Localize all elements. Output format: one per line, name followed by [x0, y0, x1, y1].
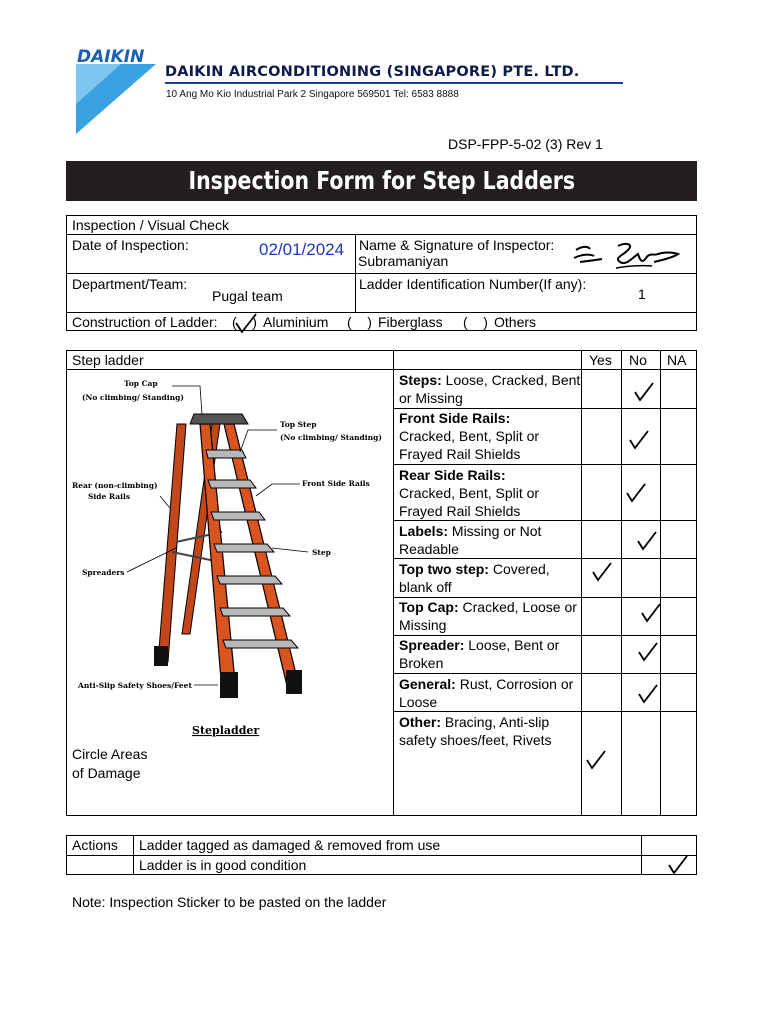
checklist-item-labels: Labels: Missing or Not Readable	[399, 523, 542, 557]
label-spreaders: Spreaders	[82, 568, 125, 577]
check-icon	[625, 483, 647, 503]
checklist-item-other: Other: Bracing, Anti-slip safety shoes/feet, Rivets	[399, 714, 552, 748]
checklist-item-front-rails: Front Side Rails: Cracked, Bent, Split or Frayed Rail Shields	[399, 410, 540, 462]
label-front-rails: Front Side Rails	[302, 479, 370, 488]
circle-areas-line1: Circle Areas	[72, 746, 148, 762]
column-yes: Yes	[589, 352, 612, 368]
label-feet: Anti-Slip Safety Shoes/Feet	[78, 681, 192, 690]
check-icon	[667, 855, 689, 875]
label-top-step-note: (No climbing/ Standing)	[280, 433, 382, 442]
checklist-item-top-two-step: Top two step: Covered, blank off	[399, 561, 550, 595]
label-top-cap: Top Cap	[124, 379, 158, 388]
label-rear-rails-1: Rear (non-climbing)	[72, 481, 158, 490]
company-rule	[165, 82, 623, 84]
checklist-item-general: General: Rust, Corrosion or Loose	[399, 676, 574, 710]
checklist-header-label: Step ladder	[72, 352, 144, 368]
option-others-box[interactable]: ( )	[463, 314, 488, 330]
label-top-step: Top Step	[280, 420, 317, 429]
check-icon	[633, 382, 655, 402]
circle-areas-line2: of Damage	[72, 765, 141, 781]
department-value: Pugal team	[212, 288, 283, 304]
date-value: 02/01/2024	[259, 240, 345, 259]
inspector-signature	[568, 238, 683, 274]
inspector-label: Name & Signature of Inspector:	[359, 237, 555, 253]
ladder-id-label: Ladder Identification Number(If any):	[359, 276, 587, 292]
label-top-cap-note: (No climbing/ Standing)	[82, 393, 184, 402]
checklist-item-steps: Steps: Loose, Cracked, Bent or Missing	[399, 372, 581, 406]
column-na: NA	[667, 352, 687, 368]
action-damaged: Ladder tagged as damaged & removed from use	[139, 837, 441, 853]
check-icon	[591, 562, 613, 582]
check-icon	[637, 642, 659, 662]
option-fiberglass-box[interactable]: ( )	[347, 314, 372, 330]
company-address: 10 Ang Mo Kio Industrial Park 2 Singapore 569501 Tel: 6583 8888	[166, 89, 459, 100]
footer-note: Note: Inspection Sticker to be pasted on the ladder	[72, 894, 387, 910]
label-rear-rails-2: Side Rails	[88, 492, 131, 501]
option-aluminium-box[interactable]: ( )	[232, 314, 257, 330]
ladder-id-value: 1	[638, 286, 646, 302]
check-icon	[636, 531, 658, 551]
daikin-logo	[76, 46, 162, 136]
company-name: DAIKIN AIRCONDITIONING (SINGAPORE) PTE. LTD.	[165, 64, 580, 80]
diagram-caption: Stepladder	[192, 724, 260, 737]
form-title-text: Inspection Form for Step Ladders	[188, 166, 575, 195]
inspector-name: Subramaniyan	[358, 253, 449, 269]
construction-label: Construction of Ladder:	[72, 314, 218, 330]
form-title	[66, 161, 697, 201]
check-type-label: Inspection / Visual Check	[72, 217, 229, 233]
logo-text: DAIKIN	[77, 47, 145, 67]
check-icon	[628, 430, 650, 450]
date-label: Date of Inspection:	[72, 237, 189, 253]
actions-label: Actions	[72, 837, 118, 853]
document-code: DSP-FPP-5-02 (3) Rev 1	[448, 136, 603, 152]
label-step: Step	[312, 548, 331, 557]
checklist-item-top-cap: Top Cap: Cracked, Loose or Missing	[399, 599, 577, 633]
check-icon	[640, 603, 662, 623]
check-icon	[234, 313, 258, 335]
action-good-condition: Ladder is in good condition	[139, 857, 307, 873]
checklist-item-spreader: Spreader: Loose, Bent or Broken	[399, 637, 560, 671]
department-label: Department/Team:	[72, 276, 188, 292]
option-others-label: Others	[494, 314, 537, 330]
option-fiberglass-label: Fiberglass	[378, 314, 443, 330]
check-icon	[637, 684, 659, 704]
column-no: No	[629, 352, 647, 368]
stepladder-diagram	[72, 372, 387, 744]
option-aluminium-label: Aluminium	[263, 314, 329, 330]
check-icon	[585, 750, 607, 770]
checklist-item-rear-rails: Rear Side Rails: Cracked, Bent, Split or Frayed Rail Shields	[399, 467, 540, 519]
